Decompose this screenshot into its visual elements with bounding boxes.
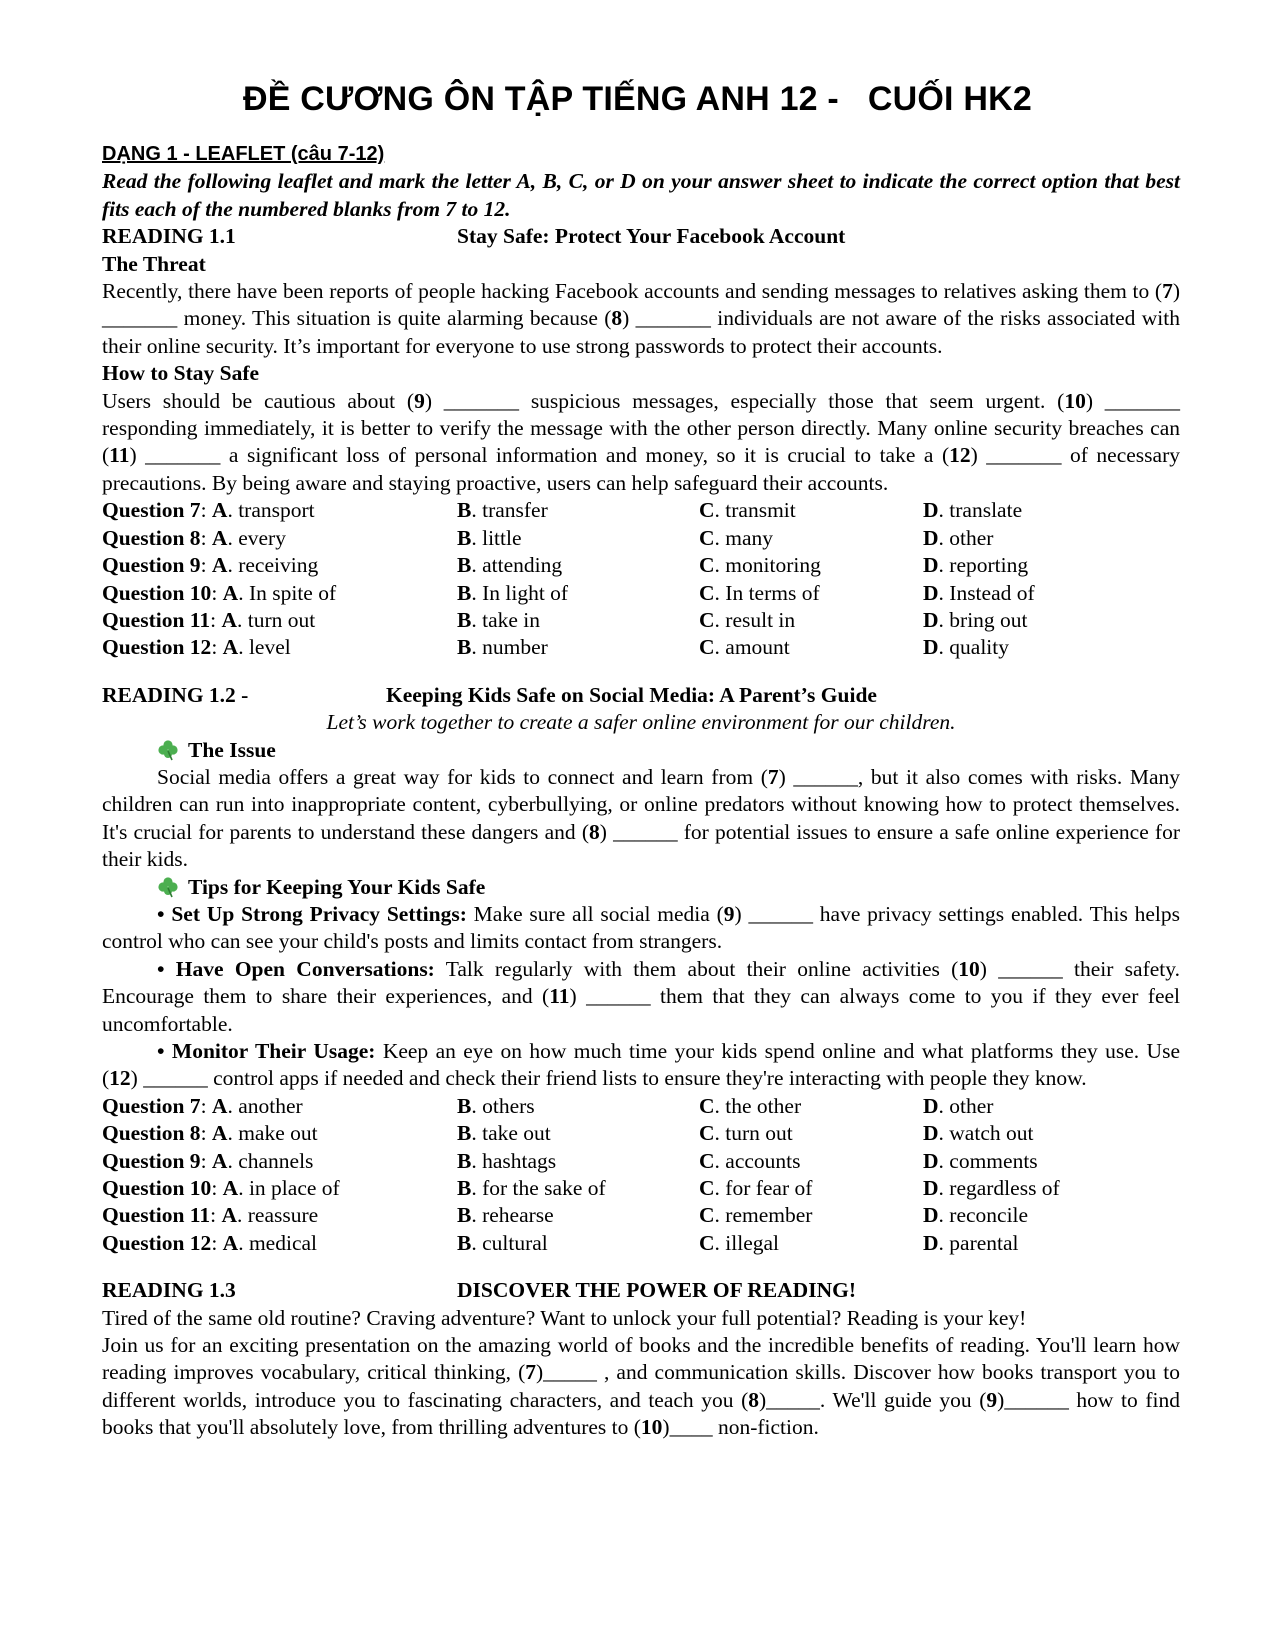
option-d: D. other bbox=[923, 525, 994, 550]
option-c: C. turn out bbox=[699, 1121, 793, 1146]
option-b: B. take out bbox=[457, 1121, 551, 1146]
option-a: Question 10: A. In spite of bbox=[102, 580, 337, 605]
subheading: The Threat bbox=[102, 251, 206, 276]
clover-icon bbox=[157, 739, 179, 761]
option-a: Question 9: A. channels bbox=[102, 1148, 314, 1173]
option-a: Question 8: A. make out bbox=[102, 1121, 318, 1146]
option-a: Question 10: A. in place of bbox=[102, 1176, 340, 1201]
question-list bbox=[102, 1093, 1180, 1257]
question-row bbox=[102, 497, 1180, 524]
reading-heading: Stay Safe: Protect Your Facebook Account bbox=[457, 224, 846, 249]
option-d: D. reconcile bbox=[923, 1203, 1029, 1228]
option-d: D. parental bbox=[923, 1230, 1019, 1255]
option-c: C. for fear of bbox=[699, 1176, 813, 1201]
option-d: D. watch out bbox=[923, 1121, 1034, 1146]
paragraph: Tired of the same old routine? Craving adventure? Want to unlock your full potential? Reading is your key! bbox=[102, 1305, 1027, 1330]
bullet-item: • Have Open Conversations: Talk regularly with them about their online activities (10) ______ their safety. Encourage them to share their experiences, and (11) ______ them that they can always come to you if they ever feel uncomfortable. bbox=[102, 956, 1180, 1036]
reading-1-1-header bbox=[102, 223, 1180, 250]
section-heading: DẠNG 1 - LEAFLET (câu 7-12) bbox=[102, 143, 385, 165]
option-a: Question 7: A. transport bbox=[102, 498, 315, 523]
option-c: C. illegal bbox=[699, 1230, 780, 1255]
paragraph: Recently, there have been reports of people hacking Facebook accounts and sending messages to relatives asking them to (7) _______ money. This situation is quite alarming because (8) _______ individuals are not aware of the risks associated with their online security. It’s important for everyone to use strong passwords to protect their accounts. bbox=[102, 279, 1180, 358]
reading-heading: DISCOVER THE POWER OF READING! bbox=[457, 1278, 856, 1303]
question-row bbox=[102, 607, 1180, 634]
reading-label: READING 1.1 bbox=[102, 224, 236, 249]
reading-label: READING 1.3 bbox=[102, 1278, 236, 1303]
option-c: C. monitoring bbox=[699, 553, 821, 578]
instruction: Read the following leaflet and mark the letter A, B, C, or D on your answer sheet to indicate the correct option that best fits each of the numbered blanks from 7 to 12. bbox=[102, 169, 1180, 221]
reading-heading: Keeping Kids Safe on Social Media: A Parent’s Guide bbox=[386, 682, 877, 707]
question-row bbox=[102, 1230, 1180, 1257]
subheading: Tips for Keeping Your Kids Safe bbox=[102, 874, 1180, 901]
option-c: C. remember bbox=[699, 1203, 813, 1228]
paragraph: Join us for an exciting presentation on the amazing world of books and the incredible benefits of reading. You'll learn how reading improves vocabulary, critical thinking, (7)_____ , and communication skills. Discover how books transport you to different worlds, introduce you to fascinating characters, and teach you (8)_____. We'll guide you (9)______ how to find books that you'll absolutely love, from thrilling adventures to (10)____ non-fiction. bbox=[102, 1333, 1180, 1440]
question-row bbox=[102, 634, 1180, 661]
option-b: B. transfer bbox=[457, 498, 548, 523]
page-title: ĐỀ CƯƠNG ÔN TẬP TIẾNG ANH 12 - CUỐI HK2 bbox=[243, 80, 1032, 118]
option-c: C. In terms of bbox=[699, 580, 820, 605]
option-d: D. comments bbox=[923, 1148, 1038, 1173]
question-row bbox=[102, 1175, 1180, 1202]
option-b: B. attending bbox=[457, 553, 563, 578]
option-c: C. amount bbox=[699, 635, 790, 660]
option-d: D. other bbox=[923, 1093, 994, 1118]
bullet-item: • Set Up Strong Privacy Settings: Make sure all social media (9) ______ have privacy settings enabled. This helps control who can see your child's posts and limits contact from strangers. bbox=[102, 901, 1180, 954]
option-c: C. result in bbox=[699, 607, 796, 632]
option-a: Question 11: A. reassure bbox=[102, 1203, 319, 1228]
question-row bbox=[102, 1148, 1180, 1175]
option-d: D. reporting bbox=[923, 553, 1029, 578]
option-a: Question 9: A. receiving bbox=[102, 553, 319, 578]
subheading: How to Stay Safe bbox=[102, 361, 260, 386]
bullet-item: • Monitor Their Usage: Keep an eye on how much time your kids spend online and what platforms they use. Use (12) ______ control apps if needed and check their friend lists to ensure they're interacting with people they know. bbox=[102, 1039, 1180, 1091]
subheading: The Issue bbox=[102, 737, 1180, 764]
option-c: C. transmit bbox=[699, 498, 796, 523]
option-a: Question 12: A. medical bbox=[102, 1230, 318, 1255]
reading-1-2-header bbox=[102, 682, 1180, 709]
clover-icon bbox=[157, 876, 179, 898]
question-row bbox=[102, 580, 1180, 607]
option-d: D. regardless of bbox=[923, 1176, 1060, 1201]
option-c: C. the other bbox=[699, 1093, 802, 1118]
reading-1-3-header bbox=[102, 1277, 1180, 1304]
option-b: B. hashtags bbox=[457, 1148, 557, 1173]
option-b: B. number bbox=[457, 635, 548, 660]
question-row bbox=[102, 1202, 1180, 1229]
option-a: Question 8: A. every bbox=[102, 525, 286, 550]
option-d: D. translate bbox=[923, 498, 1023, 523]
paragraph: Social media offers a great way for kids to connect and learn from (7) ______, but it also comes with risks. Many children can run into inappropriate content, cyberbullying, or online predators without knowing how to protect themselves. It's crucial for parents to understand these dangers and (8) ______ for potential issues to ensure a safe online experience for their kids. bbox=[102, 764, 1180, 872]
option-b: B. others bbox=[457, 1093, 535, 1118]
paragraph: Users should be cautious about (9) _______ suspicious messages, especially those that seem urgent. (10) _______ responding immediately, it is better to verify the message with the other person directly. Many online security breaches can (11) _______ a significant loss of personal information and money, so it is crucial to take a (12) _______ of necessary precautions. By being aware and staying proactive, users can help safeguard their accounts. bbox=[102, 388, 1181, 495]
option-b: B. In light of bbox=[457, 580, 569, 605]
option-b: B. little bbox=[457, 525, 522, 550]
tagline: Let’s work together to create a safer online environment for our children. bbox=[326, 710, 956, 735]
reading-label: READING 1.2 - bbox=[102, 682, 249, 707]
question-row bbox=[102, 1120, 1180, 1147]
option-a: Question 11: A. turn out bbox=[102, 607, 316, 632]
option-d: D. Instead of bbox=[923, 580, 1035, 605]
question-list bbox=[102, 497, 1180, 661]
option-a: Question 12: A. level bbox=[102, 635, 291, 660]
question-row bbox=[102, 525, 1180, 552]
option-b: B. take in bbox=[457, 607, 541, 632]
option-b: B. cultural bbox=[457, 1230, 548, 1255]
option-b: B. for the sake of bbox=[457, 1176, 606, 1201]
option-b: B. rehearse bbox=[457, 1203, 554, 1228]
question-row bbox=[102, 552, 1180, 579]
question-row bbox=[102, 1093, 1180, 1120]
option-a: Question 7: A. another bbox=[102, 1093, 303, 1118]
option-d: D. bring out bbox=[923, 607, 1028, 632]
option-c: C. accounts bbox=[699, 1148, 801, 1173]
option-c: C. many bbox=[699, 525, 774, 550]
option-d: D. quality bbox=[923, 635, 1009, 660]
document-body bbox=[102, 141, 1180, 1442]
